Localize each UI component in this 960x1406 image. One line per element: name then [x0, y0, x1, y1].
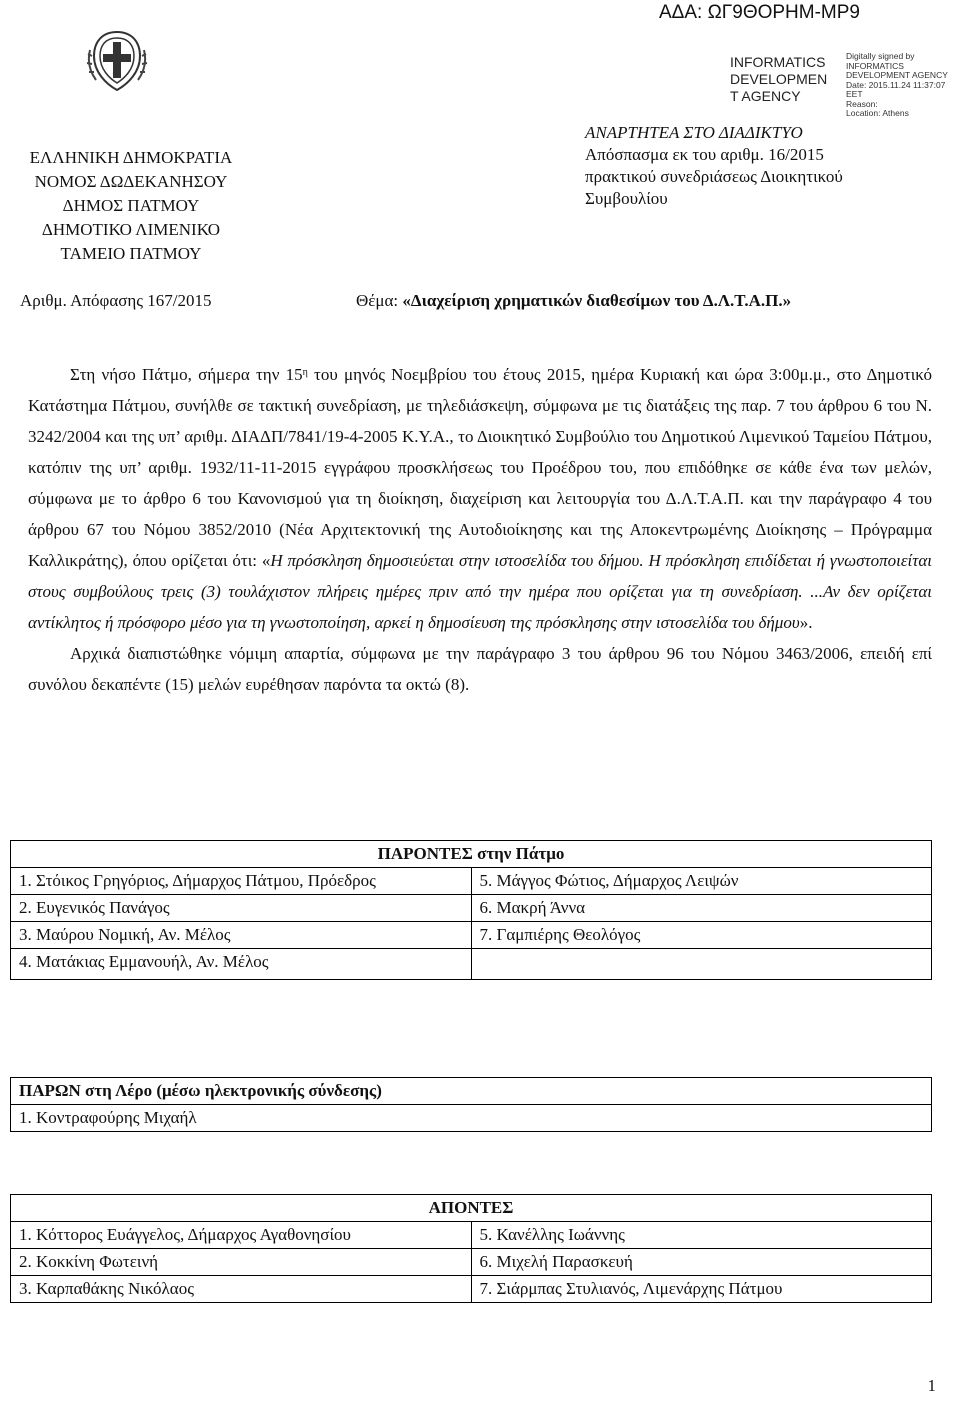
present-member: 1. Στόικος Γρηγόριος, Δήμαρχος Πάτμου, Πρόεδρος	[11, 868, 472, 895]
signature-details: Digitally signed by INFORMATICS DEVELOPMENT AGENCY Date: 2015.11.24 11:37:07 EET Reason: Location: Athens	[846, 51, 948, 118]
decision-number: Αριθμ. Απόφασης 167/2015	[20, 291, 212, 310]
remote-title: ΠΑΡΩΝ στη Λέρο (μέσω ηλεκτρονικής σύνδεσης)	[11, 1078, 932, 1105]
greek-emblem-icon	[82, 26, 152, 96]
absent-table	[10, 1194, 932, 1303]
paragraph-session: Στη νήσο Πάτμο, σήμερα την $15^\eta$ του μηνός Νοεμβρίου του έτους 2015, ημέρα Κυριακή και ώρα 3:00μ.μ., στο Δημοτικό Κατάστημα Πάτμου, συνήλθε σε τακτική συνεδρίαση, με τηλεδιάσκεψη, σύμφωνα με τις διατάξεις της παρ. 7 του άρθρου 6 του Ν. 3242/2004 και της υπ’ αριθμ. ΔΙΑΔΠ/7841/19-4-2005 Κ.Υ.Α., το Διοικητικό Συμβούλιο του Δημοτικού Λιμενικού Ταμείου Πάτμου, κατόπιν της υπ’ αριθμ. 1932/11-11-2015 εγγράφου προσκλήσεως του Προέδρου του, που επιδόθηκε σε κάθε ένα των μελών, σύμφωνα με το άρθρο 6 του Κανονισμού για τη διοίκηση, διαχείριση και λειτουργία του Δ.Λ.Τ.Α.Π. και την παράγραφο 4 του άρθρου 67 του Νόμου 3852/2010 (Νέα Αρχιτεκτονική της Αυτοδιοίκησης και της Αποκεντρωμένης Διοίκησης – Πρόγραμμα Καλλικράτης), όπου ορίζεται ότι: «Η πρόσκληση δημοσιεύεται στην ιστοσελίδα του δήμου. Η πρόσκληση επιδίδεται ή γνωστοποιείται στους συμβούλους τρεις (3) τουλάχιστον πλήρεις ημέρες πριν από την ημέρα που ορίζεται για τη συνεδρίαση. ...Αν δεν ορίζεται αντίκλητος ή πρόσφορο μέσο για τη γνωστοποίηση, αρκεί η δημοσίευση της πρόσκλησης στην ιστοσελίδα του δήμου».	[28, 365, 932, 632]
page-number: 1	[927, 1376, 936, 1395]
signature-agency: INFORMATICS DEVELOPMEN T AGENCY	[730, 54, 828, 104]
present-member: 4. Ματάκιας Εμμανουήλ, Αν. Μέλος	[11, 949, 472, 980]
extract-block: ΑΝΑΡΤΗΤΕΑ ΣΤΟ ΔΙΑΔΙΚΤΥΟ Απόσπασμα εκ του αριθμ. 16/2015 πρακτικού συνεδριάσεως Διοικητικού Συμβουλίου	[585, 123, 843, 208]
absent-member: 3. Καρπαθάκης Νικόλαος	[11, 1276, 472, 1303]
absent-member: 2. Κοκκίνη Φωτεινή	[11, 1249, 472, 1276]
present-member: 3. Μαύρου Νομική, Αν. Μέλος	[11, 922, 472, 949]
present-member: 6. Μακρή Άννα	[471, 895, 932, 922]
paragraph-quorum: Αρχικά διαπιστώθηκε νόμιμη απαρτία, σύμφωνα με την παράγραφο 3 του άρθρου 96 του Νόμου 3463/2006, επειδή επί συνόλου δεκαπέντε (15) μελών ευρέθησαν παρόντα τα οκτώ (8).	[28, 644, 932, 694]
absent-member: 6. Μιχελή Παρασκευή	[471, 1249, 932, 1276]
document-body	[28, 359, 932, 700]
present-member-empty	[471, 949, 932, 980]
remote-table	[10, 1077, 932, 1132]
present-member: 7. Γαμπιέρης Θεολόγος	[471, 922, 932, 949]
present-member: 5. Μάγγος Φώτιος, Δήμαρχος Λειψών	[471, 868, 932, 895]
digital-signature	[730, 51, 950, 118]
absent-member: 5. Κανέλλης Ιωάννης	[471, 1222, 932, 1249]
absent-member: 1. Κόττορος Ευάγγελος, Δήμαρχος Αγαθονησίου	[11, 1222, 472, 1249]
extract-title: ΑΝΑΡΤΗΤΕΑ ΣΤΟ ΔΙΑΔΙΚΤΥΟ	[585, 123, 803, 142]
remote-member: 1. Κοντραφούρης Μιχαήλ	[11, 1105, 932, 1132]
present-title: ΠΑΡΟΝΤΕΣ στην Πάτμο	[11, 841, 932, 868]
present-member: 2. Ευγενικός Πανάγος	[11, 895, 472, 922]
issuer-block: ΕΛΛΗΝΙΚΗ ΔΗΜΟΚΡΑΤΙΑ ΝΟΜΟΣ ΔΩΔΕΚΑΝΗΣΟΥ ΔΗΜΟΣ ΠΑΤΜΟΥ ΔΗΜΟΤΙΚΟ ΛΙΜΕΝΙΚΟ ΤΑΜΕΙΟ ΠΑΤΜΟΥ	[29, 148, 233, 263]
ada-code: ΑΔΑ: ΩΓ9ΘΟΡΗΜ-ΜΡ9	[658, 2, 860, 23]
absent-title: ΑΠΟΝΤΕΣ	[11, 1195, 932, 1222]
present-table	[10, 840, 932, 980]
subject-title: «Διαχείριση χρηματικών διαθεσίμων του Δ.Λ.Τ.Α.Π.»	[402, 291, 792, 310]
absent-member: 7. Σιάρμπας Στυλιανός, Λιμενάρχης Πάτμου	[471, 1276, 932, 1303]
subject-line: Θέμα: «Διαχείριση χρηματικών διαθεσίμων του Δ.Λ.Τ.Α.Π.»	[356, 291, 792, 310]
